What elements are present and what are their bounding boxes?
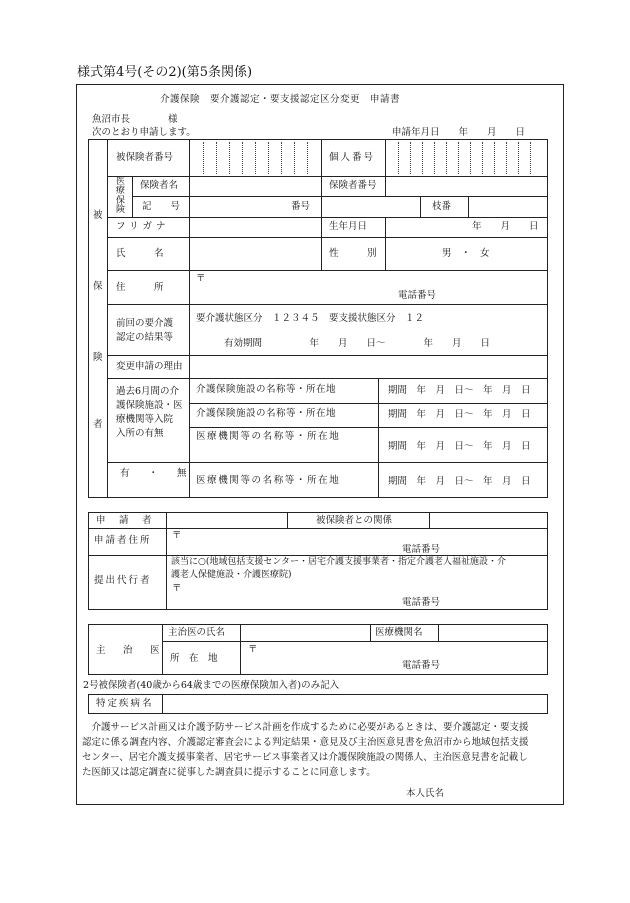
postal-mark: 〒 (196, 273, 206, 284)
facility-label-2: 護保険施設・医 (116, 400, 183, 411)
agent-note-1: 該当に○(地域包括支援センター・居宅介護支援事業者・指定介護老人福祉施設・介 (171, 557, 507, 567)
form-title: 介護保険 要介護認定・要支援認定区分変更 申請書 (160, 94, 401, 105)
applicant-postal: 〒 (172, 530, 182, 541)
doctor-phone-label: 電話番号 (402, 660, 441, 671)
insured-label-2: 保 (93, 281, 103, 292)
insurer-number-label: 保険者番号 (329, 180, 377, 191)
medical-insurance-label-1: 医 (116, 177, 126, 187)
doctor-postal: 〒 (248, 644, 258, 655)
facility-row-2-period[interactable]: 期間 年 月 日～ 年 月 日 (388, 409, 531, 420)
agent-label: 提出代行者 (94, 575, 152, 586)
facility-row-1-period[interactable]: 期間 年 月 日～ 年 月 日 (388, 385, 531, 396)
name-label: 氏 名 (116, 248, 164, 259)
symbol-label: 記 号 (142, 201, 181, 212)
facility-row-4-period[interactable]: 期間 年 月 日～ 年 月 日 (388, 476, 531, 487)
institution-label: 医療機関名 (375, 627, 423, 638)
facility-label-4: 入所の有無 (116, 428, 164, 439)
birthdate-value[interactable]: 年 月 日 (472, 221, 539, 232)
previous-result-label-2: 認定の結果等 (116, 332, 174, 343)
facility-row-2-label: 介護保険施設の名称等・所在地 (196, 408, 337, 419)
consent-line-1: 介護サービス計画又は介護予防サービス計画を作成するために必要があるときは、要介護認定・要支援 (82, 722, 529, 733)
insured-label-3: 険 (93, 352, 103, 363)
valid-period[interactable]: 有効期間 年 月 日～ 年 月 日 (224, 338, 491, 349)
medical-insurance-label-2: 療 (116, 186, 126, 196)
care-levels[interactable]: 要介護状態区分 １２３４５ 要支援状態区分 １２ (196, 313, 425, 324)
form-number: 様式第4号(その2)(第5条関係) (77, 65, 253, 80)
disease-row (88, 694, 548, 714)
branch-label: 枝番 (432, 201, 452, 212)
facility-label-3: 療機関等入院 (116, 414, 174, 425)
insured-label-1: 被 (93, 210, 103, 221)
consent-line-4: た医師又は認定調査に従事した調査員に提示することに同意します。 (82, 767, 376, 778)
facility-row-4-label: 医療機関等の名称等・所在地 (196, 475, 341, 486)
facility-row-1-label: 介護保険施設の名称等・所在地 (196, 384, 337, 395)
furigana-label: フリガナ (116, 221, 170, 232)
disease-note: 2号被保険者(40歳から64歳までの医療保険加入者)のみ記入 (83, 680, 340, 691)
disease-label: 特定疾病名 (96, 698, 154, 709)
consent-line-2: 認定に係る調査内容、介護認定審査会による判定結果・意見及び主治医意見書を魚沼市から地域包括支援 (82, 737, 529, 748)
doctor-name-label: 主治医の氏名 (168, 627, 226, 638)
addressee: 魚沼市長 様 (92, 114, 178, 125)
applicant-label: 申 請 者 (96, 515, 154, 526)
gender-label: 性 別 (329, 248, 377, 259)
medical-insurance-label-3: 保 (116, 196, 126, 206)
applicant-phone-label: 電話番号 (402, 544, 441, 555)
yes-no[interactable]: 有 ・ 無 (120, 468, 187, 479)
address-label: 住 所 (116, 282, 164, 293)
phone-label: 電話番号 (398, 290, 437, 301)
agent-postal: 〒 (172, 583, 182, 594)
personal-number-label: 個人番号 (329, 152, 376, 163)
insurer-name-label: 保険者名 (140, 180, 179, 191)
facility-row-3-period[interactable]: 期間 年 月 日～ 年 月 日 (388, 441, 531, 452)
medical-insurance-label-4: 険 (116, 205, 126, 215)
birthdate-label: 生年月日 (329, 221, 368, 232)
number-short-label: 番号 (291, 201, 311, 212)
application-date[interactable]: 申請年月日 年 月 日 (392, 127, 526, 138)
location-label: 所 在 地 (170, 653, 218, 664)
gender-value[interactable]: 男 ・ 女 (442, 248, 490, 259)
insured-label-4: 者 (93, 419, 103, 430)
change-reason-label: 変更申請の理由 (116, 361, 183, 372)
consent-line-3: センター、居宅介護支援事業者、居宅サービス事業者又は介護保険施設の関係人、主治医意見書を記載し (82, 752, 528, 763)
applicant-address-label: 申請者住所 (94, 535, 152, 546)
facility-label-1: 過去6月間の介 (116, 386, 180, 397)
previous-result-label-1: 前回の要介護 (116, 318, 174, 329)
signature-label: 本人氏名 (406, 788, 445, 799)
facility-row-3-label: 医療機関等の名称等・所在地 (196, 431, 341, 442)
agent-phone-label: 電話番号 (402, 597, 441, 608)
request-line: 次のとおり申請します。 (92, 127, 196, 138)
relation-label: 被保険者との関係 (316, 515, 393, 526)
insured-number-label: 被保険者番号 (116, 152, 174, 163)
doctor-label: 主 治 医 (96, 645, 164, 656)
agent-note-2: 護老人保健施設・介護医療院) (171, 570, 292, 580)
